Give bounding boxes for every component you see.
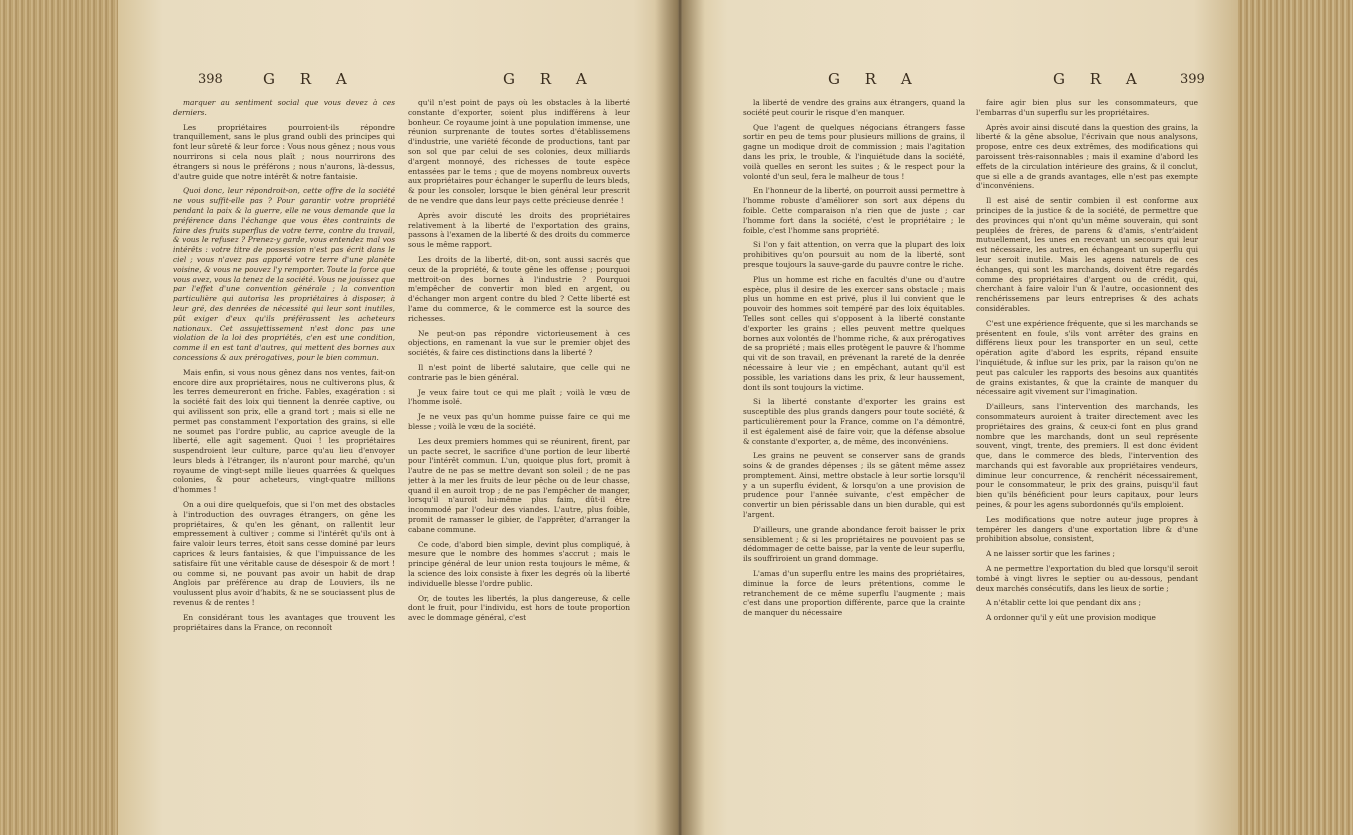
paragraph: Après avoir ainsi discuté dans la question des grains, la liberté & la gêne absolue, l'écrivain que nous analysons, propose, entre ces deux extrêmes, des modifications qui paroissent très-raisonnables ; mais il examine d'abord les effets de la circulation intérieure des grains, & il conclut, que si elle a de grands avantages, elle n'est pas exempte d'inconvéniens. (976, 122, 1198, 191)
paragraph: Il est aisé de sentir combien il est conforme aux principes de la justice & de la société, de permettre que des provinces qui n'ont qu'un même souverain, qui sont peuplées de frères, de parens & d'amis, s'entr'aident mutuellement, les unes en recevant un secours qui leur est nécessaire, les autres, en échangeant un superflu qui leur seroit inutile. Mais les agens naturels de ces échanges, qui sont les marchands, doivent être regardés comme des propriétaires d'argent ou de crédit, qui, cherchant à faire valoir l'un & l'autre, occasionnent des renchérissemens par leurs entreprises & des achats considérables. (976, 196, 1198, 313)
paragraph: Les deux premiers hommes qui se réunirent, firent, par un pacte secret, le sacrifice d'une portion de leur liberté pour l'intérêt commun. L'un, quoique plus fort, promit à l'autre de ne pas se mettre devant son soleil ; de ne pas jetter à la mer les fruits de leur pêche ou de leur chasse, quand il en auroit trop ; de ne pas l'empêcher de manger, lorsqu'il n'auroit lui-même plus faim, dût-il être incommodé par l'odeur des viandes. L'autre, plus foible, promit de ramasser le gibier, de l'apprêter, d'arranger la cabane commune. (408, 436, 630, 534)
right-page (683, 0, 1238, 835)
paragraph: D'ailleurs, une grande abondance feroit baisser le prix sensiblement ; & si les propriétaires ne pouvoient pas se dédommager de cette baisse, par la vente de leur superflu, ils souffriroient un grand dommage. (743, 524, 965, 564)
paragraph: D'ailleurs, sans l'intervention des marchands, les consommateurs auroient à traiter directement avec les propriétaires des grains, & ceux-ci font en plus grand nombre que les marchands, dont un seul représente souvent, vingt, trente, des premiers. Il est donc évident que, dans le commerce des bleds, l'intervention des marchands qui est favorable aux propriétaires vendeurs, diminue leur concurrence, & renchérit nécessairement, pour le consommateur, le prix des grains, puisqu'il faut bien qu'ils bénéficient pour leurs capitaux, pour leurs peines, & pour les agens subordonnés qu'ils emploient. (976, 402, 1198, 510)
paragraph: A n'établir cette loi que pendant dix ans ; (986, 598, 1141, 608)
paragraph: Que l'agent de quelques négocians étrangers fasse sortir en peu de tems pour plusieurs millions de grains, il gagne un modique droit de commission ; mais l'agitation dans les prix, le trouble, & l'inquiétude dans la société, voilà quelles en seront les suites ; & le respect pour la volonté d'un seul, fera le malheur de tous ! (743, 122, 965, 181)
paragraph: Il n'est point de liberté salutaire, que celle qui ne contrarie pas le bien général. (408, 362, 630, 382)
paragraph: Or, de toutes les libertés, la plus dangereuse, & celle dont le fruit, pour l'individu, est hors de toute proportion avec le dommage général, c'est (408, 593, 630, 623)
paragraph: C'est une expérience fréquente, que si les marchands se présentent en foule, s'ils vont arrêter des grains en différens lieux pour les transporter en un seul, cette opération agite d'abord les esprits, répand ensuite l'inquiétude, & influe sur les prix, par la raison qu'on ne peut pas calculer les rapports des besoins aux quantités de grains existantes, & que la crainte de manquer du nécessaire agit vivement sur l'imagination. (976, 318, 1198, 397)
paragraph: A ne permettre l'exportation du bled que lorsqu'il seroit tombé à vingt livres le septier ou au-dessous, pendant deux marchés consécutifs, dans les lieux de sortie ; (976, 564, 1198, 593)
paragraph: faire agir bien plus sur les consommateurs, que l'embarras d'un superflu sur les propriétaires. (976, 98, 1198, 117)
left-page (118, 0, 678, 835)
paragraph: En l'honneur de la liberté, on pourroit aussi permettre à l'homme robuste d'améliorer son sort aux dépens du foible. Cette comparaison n'a rien que de juste ; car l'homme fort dans la société, c'est le propriétaire ; le foible, c'est l'homme sans propriété. (743, 186, 965, 235)
running-header-left: G R A (828, 70, 922, 88)
paragraph: Les grains ne peuvent se conserver sans de grands soins & de grandes dépenses ; ils se gâtent même assez promptement. Ainsi, mettre obstacle à leur sortie lorsqu'il y a un superflu évident, & lorsqu'on a une provision de prudence pour l'année suivante, c'est empêcher de convertir un bien périssable dans un bien durable, qui est l'argent. (743, 451, 965, 520)
paragraph: Si la liberté constante d'exporter les grains est susceptible des plus grands dangers pour toute société, & particulièrement pour la France, comme on l'a démontré, il est également aisé de faire voir, que la défense absolue & constante d'exporter, a, de même, des inconvéniens. (743, 397, 965, 446)
running-header-right: G R A (503, 70, 597, 88)
paragraph: A ne laisser sortir que les farines ; (986, 549, 1116, 559)
paragraph: Plus un homme est riche en facultés d'une ou d'autre espèce, plus il desire de les exercer sans obstacle ; mais plus un homme en est privé, plus il lui convient que le pouvoir des hommes soit tempéré par des loix équitables. Telles sont celles qui s'opposent à la liberté constante d'exporter les grains ; elles peuvent mettre quelques bornes aux volontés de l'homme riche, & aux prérogatives de sa propriété ; mais elles protègent le pauvre & l'homme qui vit de son travail, en prévenant la rareté de la denrée nécessaire à leur vie ; en empêchant, autant qu'il est possible, les variations dans les prix, & leur haussement, dont ils sont toujours la victime. (743, 274, 965, 392)
page-edges-right (1233, 0, 1353, 835)
paragraph: Si l'on y fait attention, on verra que la plupart des loix prohibitives qu'on poursuit au nom de la liberté, sont presque toujours la sauve-garde du pauvre contre le riche. (743, 240, 965, 269)
paragraph: Ce code, d'abord bien simple, devint plus compliqué, à mesure que le nombre des hommes s'accrut ; mais le principe général de leur union resta toujours le même, & la science des loix consiste à fixer les degrés où la liberté individuelle blesse l'ordre public. (408, 539, 630, 588)
paragraph: On a oui dire quelquefois, que si l'on met des obstacles à l'introduction des ouvrages étrangers, on gêne les propriétaires, & qu'en les gênant, on rallentit leur empressement à cultiver ; comme si l'intérêt qu'ils ont à faire valoir leurs terres, étoit sans cesse dominé par leurs caprices & leurs fantaisies, & que l'impuissance de les satisfaire fût une véritable cause de désespoir & de mort ! ou comme si, ne pouvant pas avoir un habit de drap Anglois par préférence au drap de Louviers, ils ne voulussent plus avoir d'habits, & ne se souciassent plus de revenus & de rentes ! (173, 500, 395, 608)
paragraph: En considérant tous les avantages que trouvent les propriétaires dans la France, on reconnoît (173, 612, 395, 632)
paragraph: A ordonner qu'il y eût une provision modique (986, 613, 1156, 623)
paragraph: la liberté de vendre des grains aux étrangers, quand la société peut courir le risque d'en manquer. (743, 98, 965, 117)
text-column-2 (976, 98, 1198, 818)
paragraph: marquer au sentiment social que vous devez à ces derniers. (173, 98, 395, 117)
page-edges-left (0, 0, 130, 835)
book-gutter (655, 0, 705, 835)
text-column-1 (743, 98, 965, 818)
running-header-left: G R A (263, 70, 357, 88)
paragraph: qu'il n'est point de pays où les obstacles à la liberté constante d'exporter, soient plus indifférens à leur bonheur. Ce royaume joint à une population immense, une réunion surprenante de toutes sortes d'établissemens d'industrie, une variété féconde de productions, tant par son sol que par celui de ses colonies, deux milliards d'argent monnoyé, des richesses de toute espèce entassées par le tems ; que de moyens nombreux ouverts aux propriétaires pour échanger le superflu de leurs bleds, & pour les consoler, lorsque le bien général leur prescrit de ne vendre que dans leur pays cette précieuse denrée ! (408, 98, 630, 205)
paragraph: Quoi donc, leur répondroit-on, cette offre de la société ne vous suffit-elle pas ? Pour garantir votre propriété pendant la paix & la guerre, elle ne vous demande que la préférence dans l'échange que vous êtes contraints de faire des fruits superflus de votre terre, contre du travail, & vous le refusez ? Prenez-y garde, vous entendez mal vos intérêts : votre titre de possession n'est pas écrit dans le ciel ; vous n'avez pas apporté votre terre d'une planète voisine, & vous ne pouvez l'y remporter. Toute la force que vous avez, vous la tenez de la société. Vous ne jouissez que par l'effet d'une convention générale ; la convention particulière qui autorisa les propriétaires à disposer, à leur gré, des denrées de nécessité qui leur sont inutiles, pût exiger d'eux qu'ils préférassent les acheteurs nationaux. Cet assujettissement n'est donc pas une violation de la loi des propriétés, c'en est une condition, comme il en est tant d'autres, qui mettent des bornes aux concessions & aux prérogatives, pour le bien commun. (173, 186, 395, 362)
paragraph: Mais enfin, si vous nous gênez dans nos ventes, fait-on encore dire aux propriétaires, nous ne cultiverons plus, & les terres demeureront en friche. Fables, exagération : si la société fait des loix qui tiennent la denrée captive, ou qui avilissent son prix, elle a grand tort ; mais si elle ne permet pas constamment l'exportation des grains, si elle ne soumet pas l'ordre public, au caprice aveugle de la liberté, elle agit sagement. Quoi ! les propriétaires suspendroient leur culture, parce qu'au lieu d'envoyer leurs bleds à l'étranger, ils n'auront pour marché, qu'un royaume de vingt-sept mille lieues quarrées & quelques colonies, & pour acheteurs, vingt-quatre millions d'hommes ! (173, 367, 395, 495)
page-number: 399 (1180, 72, 1205, 87)
paragraph: Les modifications que notre auteur juge propres à tempérer les dangers d'une exportation libre & d'une prohibition absolue, consistent, (976, 514, 1198, 544)
text-column-2 (408, 98, 630, 818)
paragraph: Ne peut-on pas répondre victorieusement à ces objections, en ramenant la vue sur le premier objet des sociétés, & faire ces distinctions dans la liberté ? (408, 328, 630, 358)
paragraph: Je veux faire tout ce qui me plaît ; voilà le vœu de l'homme isolé. (408, 387, 630, 407)
paragraph: Les propriétaires pourroient-ils répondre tranquillement, sans le plus grand oubli des principes qui font leur sûreté & leur force : Vous nous gênez ; nous vous nourrirons si cela nous plaît ; nous nourrirons des étrangers si nous le préférons ; nous n'aurons, là-dessus, d'autre guide que notre intérêt & notre fantaisie. (173, 122, 395, 181)
paragraph: Les droits de la liberté, dit-on, sont aussi sacrés que ceux de la propriété, & toute gêne les offense ; pourquoi mettroit-on des bornes à l'industrie ? Pourquoi m'empêcher de convertir mon bled en argent, ou d'échanger mon argent contre du bled ? Cette liberté est l'ame du commerce, & le commerce est la source des richesses. (408, 254, 630, 323)
paragraph: Je ne veux pas qu'un homme puisse faire ce qui me blesse ; voilà le vœu de la société. (408, 412, 630, 431)
running-header-right: G R A (1053, 70, 1147, 88)
paragraph: Après avoir discuté les droits des propriétaires relativement à la liberté de l'exportation des grains, passons à l'examen de la liberté & des droits du commerce sous le même rapport. (408, 210, 630, 250)
text-column-1 (173, 98, 395, 818)
page-number: 398 (198, 72, 223, 87)
paragraph: L'amas d'un superflu entre les mains des propriétaires, diminue la force de leurs prétentions, comme le retranchement de ce même superflu l'augmente ; mais c'est dans une proportion différente, parce que la crainte de manquer du nécessaire (743, 569, 965, 618)
